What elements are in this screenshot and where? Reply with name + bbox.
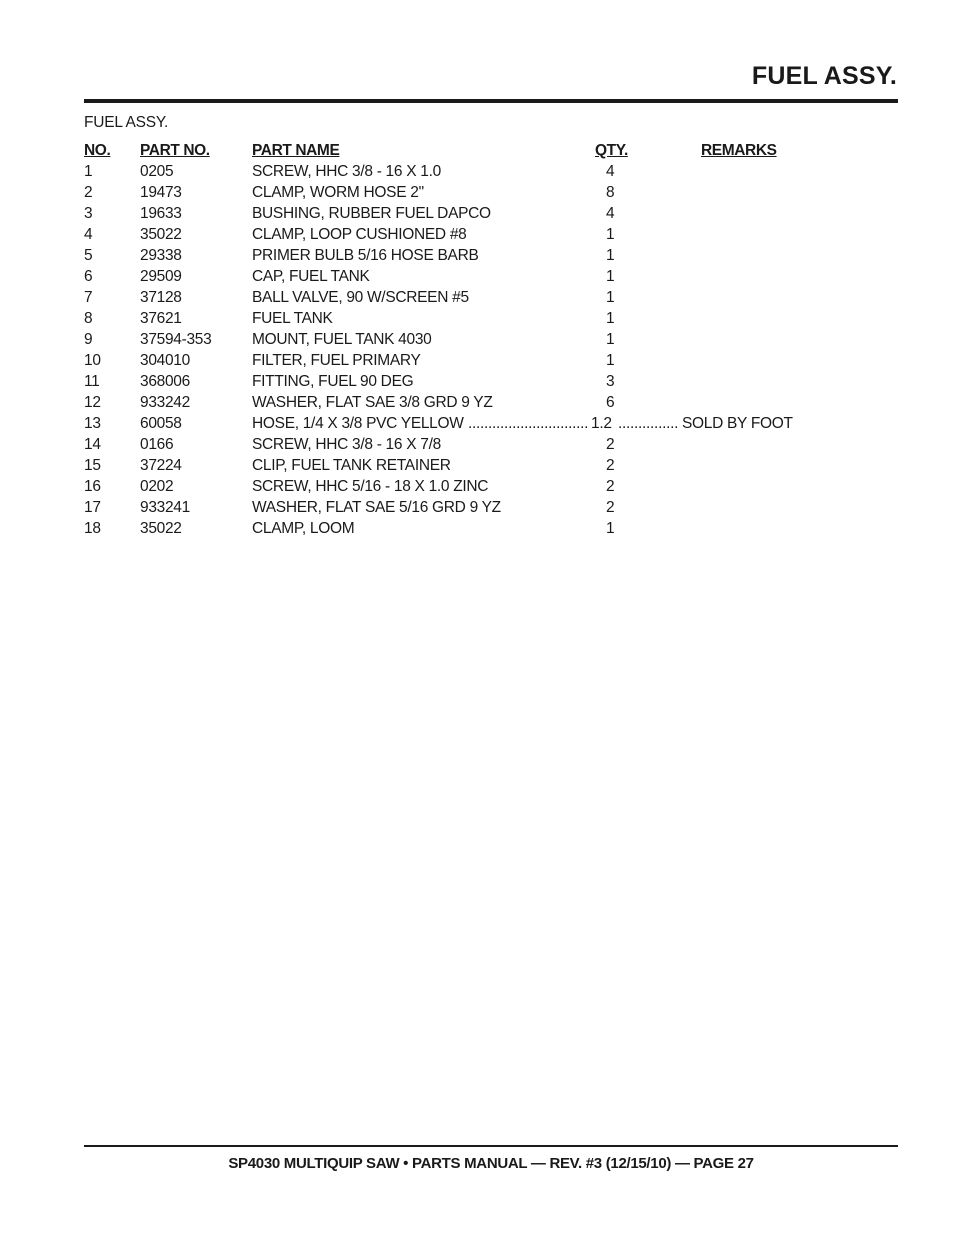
table-row bbox=[84, 161, 884, 182]
parts-table bbox=[84, 140, 884, 539]
row-part-no: 304010 bbox=[140, 352, 190, 369]
row-part-name: FILTER, FUEL PRIMARY bbox=[252, 352, 421, 369]
row-qty: 2 bbox=[606, 457, 615, 474]
table-row bbox=[84, 287, 884, 308]
header-divider bbox=[84, 99, 898, 103]
row-no: 18 bbox=[84, 520, 101, 537]
row-part-name: HOSE, 1/4 X 3/8 PVC YELLOW bbox=[252, 415, 464, 432]
row-no: 9 bbox=[84, 331, 93, 348]
row-qty: 1 bbox=[606, 247, 615, 264]
table-row bbox=[84, 371, 884, 392]
row-qty: 4 bbox=[606, 205, 615, 222]
row-qty: 1 bbox=[606, 310, 615, 327]
row-part-name: CAP, FUEL TANK bbox=[252, 268, 370, 285]
row-part-no: 19633 bbox=[140, 205, 182, 222]
row-no: 8 bbox=[84, 310, 93, 327]
table-body bbox=[84, 161, 884, 539]
row-qty: 3 bbox=[606, 373, 615, 390]
row-no: 14 bbox=[84, 436, 101, 453]
row-no: 4 bbox=[84, 226, 93, 243]
header-part-name: PART NAME bbox=[252, 142, 340, 159]
row-part-name: SCREW, HHC 3/8 - 16 X 7/8 bbox=[252, 436, 441, 453]
table-row bbox=[84, 434, 884, 455]
footer-text: SP4030 MULTIQUIP SAW • PARTS MANUAL — REV. #3 (12/15/10) — PAGE 27 bbox=[228, 1155, 754, 1172]
row-part-name: WASHER, FLAT SAE 3/8 GRD 9 YZ bbox=[252, 394, 493, 411]
row-no: 17 bbox=[84, 499, 101, 516]
row-part-no: 29338 bbox=[140, 247, 182, 264]
row-no: 15 bbox=[84, 457, 101, 474]
row-part-name: SCREW, HHC 3/8 - 16 X 1.0 bbox=[252, 163, 441, 180]
table-row bbox=[84, 245, 884, 266]
row-qty: 4 bbox=[606, 163, 615, 180]
row-part-name: CLIP, FUEL TANK RETAINER bbox=[252, 457, 451, 474]
row-part-no: 35022 bbox=[140, 520, 182, 537]
footer-divider bbox=[84, 1145, 898, 1147]
row-qty: 2 bbox=[606, 436, 615, 453]
row-part-no: 368006 bbox=[140, 373, 190, 390]
row-part-name: BALL VALVE, 90 W/SCREEN #5 bbox=[252, 289, 469, 306]
row-no: 13 bbox=[84, 415, 101, 432]
row-part-no: 0166 bbox=[140, 436, 174, 453]
table-row bbox=[84, 392, 884, 413]
row-part-no: 37128 bbox=[140, 289, 182, 306]
table-row bbox=[84, 266, 884, 287]
table-row bbox=[84, 224, 884, 245]
row-part-no: 37224 bbox=[140, 457, 182, 474]
row-no: 6 bbox=[84, 268, 93, 285]
row-qty: 2 bbox=[606, 499, 615, 516]
row-part-name: CLAMP, LOOP CUSHIONED #8 bbox=[252, 226, 467, 243]
row-no: 11 bbox=[84, 373, 100, 390]
row-no: 1 bbox=[84, 163, 93, 180]
row-qty: 1 bbox=[606, 331, 615, 348]
row-qty: 1 bbox=[606, 226, 615, 243]
row-no: 12 bbox=[84, 394, 101, 411]
page-footer bbox=[84, 1155, 898, 1172]
table-header-row bbox=[84, 140, 884, 161]
row-part-no: 19473 bbox=[140, 184, 182, 201]
row-part-name: FUEL TANK bbox=[252, 310, 333, 327]
row-no: 10 bbox=[84, 352, 101, 369]
row-part-name: PRIMER BULB 5/16 HOSE BARB bbox=[252, 247, 479, 264]
row-remarks: SOLD BY FOOT bbox=[682, 415, 793, 432]
section-label: FUEL ASSY. bbox=[84, 114, 169, 131]
page-title: FUEL ASSY. bbox=[751, 62, 897, 90]
row-qty: 1 bbox=[606, 352, 615, 369]
table-row bbox=[84, 476, 884, 497]
row-part-no: 0205 bbox=[140, 163, 174, 180]
leader-dots: ............... bbox=[618, 415, 679, 432]
row-part-no: 933242 bbox=[140, 394, 190, 411]
table-row bbox=[84, 308, 884, 329]
row-part-name: SCREW, HHC 5/16 - 18 X 1.0 ZINC bbox=[252, 478, 489, 495]
row-qty: 2 bbox=[606, 478, 615, 495]
leader-dots: .............................. bbox=[468, 415, 589, 432]
table-row bbox=[84, 518, 884, 539]
row-part-no: 933241 bbox=[140, 499, 190, 516]
table-row bbox=[84, 203, 884, 224]
row-part-no: 29509 bbox=[140, 268, 182, 285]
row-part-name: WASHER, FLAT SAE 5/16 GRD 9 YZ bbox=[252, 499, 501, 516]
row-part-name: CLAMP, WORM HOSE 2" bbox=[252, 184, 424, 201]
row-no: 7 bbox=[84, 289, 93, 306]
header-no: NO. bbox=[84, 142, 111, 159]
header-remarks: REMARKS bbox=[701, 142, 777, 159]
table-row bbox=[84, 182, 884, 203]
row-no: 5 bbox=[84, 247, 93, 264]
table-row bbox=[84, 497, 884, 518]
row-part-name: CLAMP, LOOM bbox=[252, 520, 355, 537]
row-no: 3 bbox=[84, 205, 93, 222]
header-qty: QTY. bbox=[595, 142, 628, 159]
row-no: 2 bbox=[84, 184, 93, 201]
row-qty: 8 bbox=[606, 184, 615, 201]
table-row bbox=[84, 455, 884, 476]
row-part-no: 37594-353 bbox=[140, 331, 212, 348]
row-qty: 1 bbox=[606, 289, 615, 306]
row-part-no: 37621 bbox=[140, 310, 182, 327]
row-qty: 1.2 bbox=[591, 415, 612, 432]
row-part-name: MOUNT, FUEL TANK 4030 bbox=[252, 331, 432, 348]
row-part-no: 35022 bbox=[140, 226, 182, 243]
header-part-no: PART NO. bbox=[140, 142, 210, 159]
row-qty: 1 bbox=[606, 268, 615, 285]
row-part-name: BUSHING, RUBBER FUEL DAPCO bbox=[252, 205, 491, 222]
row-qty: 1 bbox=[606, 520, 615, 537]
table-row bbox=[84, 413, 884, 434]
row-no: 16 bbox=[84, 478, 101, 495]
row-part-no: 60058 bbox=[140, 415, 182, 432]
row-qty: 6 bbox=[606, 394, 615, 411]
table-row bbox=[84, 350, 884, 371]
table-row bbox=[84, 329, 884, 350]
row-part-name: FITTING, FUEL 90 DEG bbox=[252, 373, 414, 390]
row-part-no: 0202 bbox=[140, 478, 174, 495]
